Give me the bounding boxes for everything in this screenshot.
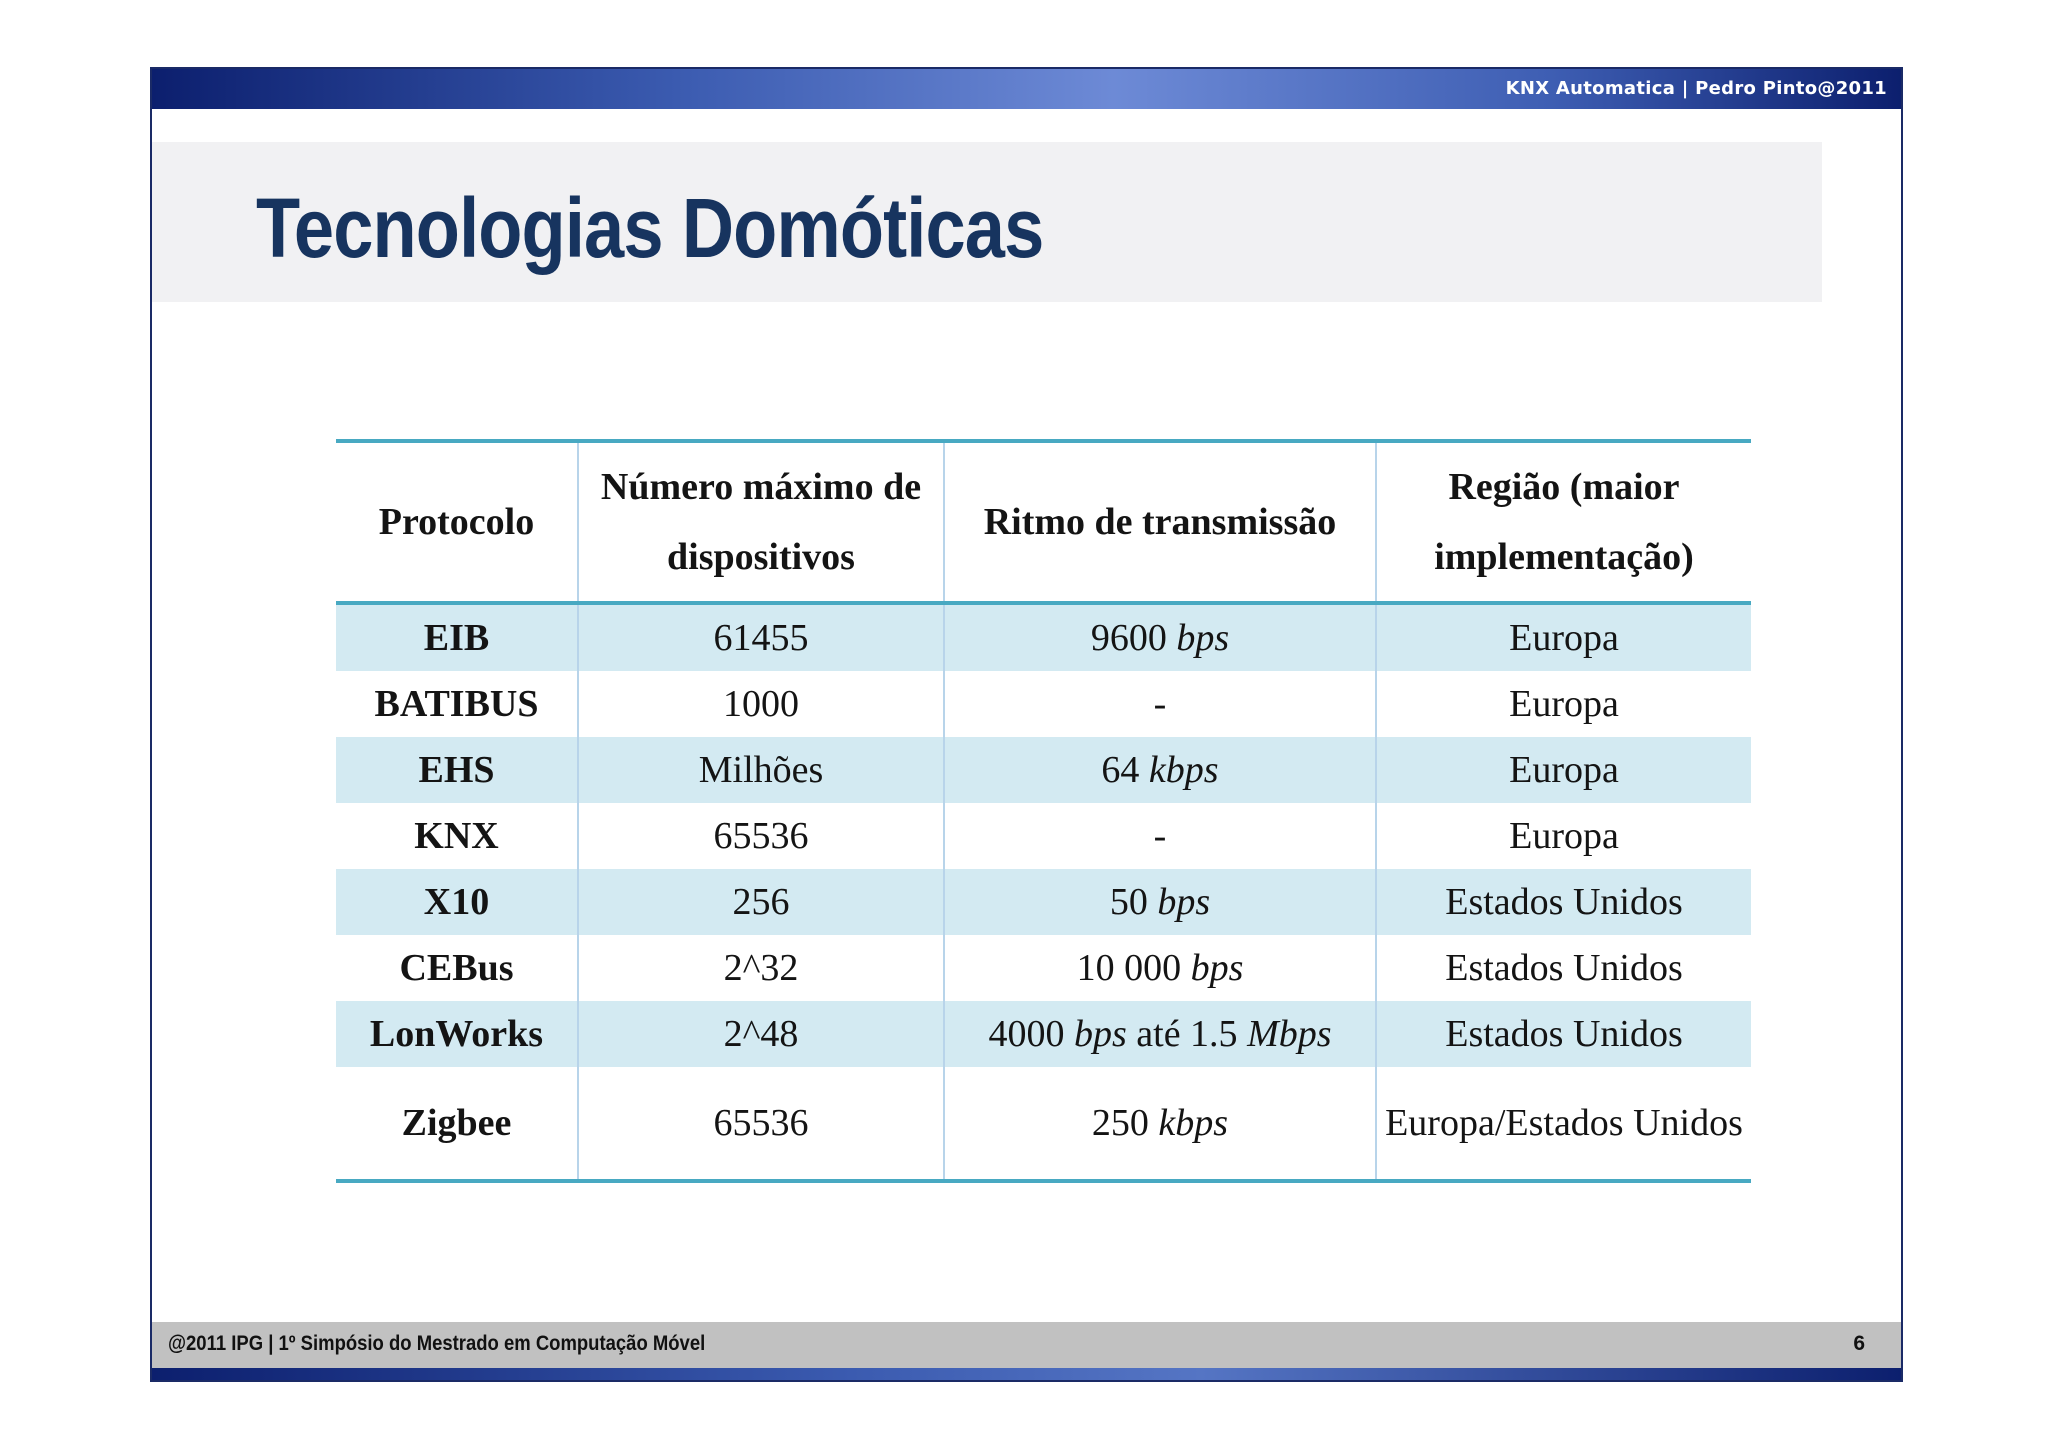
- cell-max-devices: 256: [578, 869, 944, 935]
- cell-max-devices: 2^48: [578, 1001, 944, 1067]
- cell-region: Europa/Estados Unidos: [1376, 1067, 1751, 1181]
- protocol-table-container: [336, 439, 1751, 1183]
- cell-protocol: EHS: [336, 737, 578, 803]
- rate-unit: kbps: [1148, 749, 1219, 791]
- rate-value: 4000: [988, 1013, 1074, 1055]
- cell-max-devices: Milhões: [578, 737, 944, 803]
- cell-protocol: Zigbee: [401, 1102, 512, 1144]
- cell-region: Europa: [1376, 671, 1751, 737]
- protocol-table: [336, 439, 1751, 1183]
- slide: [150, 67, 1903, 1382]
- table-row: [336, 671, 1751, 737]
- rate-unit: bps: [1176, 617, 1230, 659]
- rate-value: 250: [1091, 1102, 1159, 1144]
- table-row: [336, 1067, 1751, 1181]
- cell-protocol: LonWorks: [336, 1001, 578, 1067]
- rate-value: -: [1153, 815, 1167, 857]
- cell-max-devices: 65536: [578, 803, 944, 869]
- column-header-rate: Ritmo de transmissão: [944, 441, 1376, 603]
- cell-rate: [944, 603, 1376, 671]
- rate-value: até 1.5: [1126, 1013, 1248, 1055]
- rate-value: -: [1153, 683, 1167, 725]
- table-row: [336, 737, 1751, 803]
- cell-region: Estados Unidos: [1376, 935, 1751, 1001]
- column-header-protocol: Protocolo: [336, 441, 578, 603]
- cell-max-devices: 61455: [578, 603, 944, 671]
- column-header-region: Região (maior implementação): [1376, 441, 1751, 603]
- table-body: [336, 603, 1751, 1181]
- cell-max-devices: 2^32: [578, 935, 944, 1001]
- slide-title: Tecnologias Domóticas: [256, 181, 1044, 275]
- title-band: [152, 142, 1822, 302]
- cell-region: Estados Unidos: [1376, 1001, 1751, 1067]
- rate-value: 9600: [1090, 617, 1177, 659]
- column-header-max-devices: Número máximo de dispositivos: [578, 441, 944, 603]
- rate-unit: bps: [1073, 1013, 1127, 1055]
- table-row: [336, 1001, 1751, 1067]
- rate-value: 50: [1109, 881, 1158, 923]
- table-row: [336, 869, 1751, 935]
- cell-protocol: BATIBUS: [374, 683, 539, 725]
- header-bar: [152, 69, 1901, 109]
- cell-rate: [944, 737, 1376, 803]
- rate-value: 64: [1101, 749, 1149, 791]
- rate-unit: bps: [1157, 881, 1211, 923]
- table-row: [336, 603, 1751, 671]
- cell-rate: [944, 869, 1376, 935]
- cell-rate: [944, 671, 1376, 737]
- cell-max-devices: 65536: [578, 1067, 944, 1181]
- cell-rate: [944, 1001, 1376, 1067]
- cell-rate: [944, 803, 1376, 869]
- cell-region: Estados Unidos: [1376, 869, 1751, 935]
- page-number: 6: [1853, 1332, 1865, 1355]
- cell-protocol: X10: [336, 869, 578, 935]
- footer-text: @2011 IPG | 1º Simpósio do Mestrado em Computação Móvel: [168, 1332, 706, 1355]
- cell-region: Europa: [1376, 803, 1751, 869]
- footer-bar: [152, 1322, 1901, 1368]
- cell-region: Europa: [1376, 737, 1751, 803]
- rate-unit: kbps: [1158, 1102, 1229, 1144]
- table-row: [336, 935, 1751, 1001]
- cell-region: Europa: [1376, 603, 1751, 671]
- cell-protocol: KNX: [414, 815, 499, 857]
- bottom-bar: [152, 1368, 1901, 1380]
- table-header-row: [336, 441, 1751, 603]
- cell-protocol: EIB: [336, 603, 578, 671]
- cell-max-devices: 1000: [578, 671, 944, 737]
- rate-unit: Mbps: [1247, 1013, 1332, 1055]
- table-row: [336, 803, 1751, 869]
- header-text: KNX Automatica | Pedro Pinto@2011: [1505, 78, 1887, 99]
- rate-unit: bps: [1190, 947, 1244, 989]
- cell-rate: [944, 935, 1376, 1001]
- cell-protocol: CEBus: [399, 947, 514, 989]
- rate-value: 10 000: [1076, 947, 1191, 989]
- cell-rate: [944, 1067, 1376, 1181]
